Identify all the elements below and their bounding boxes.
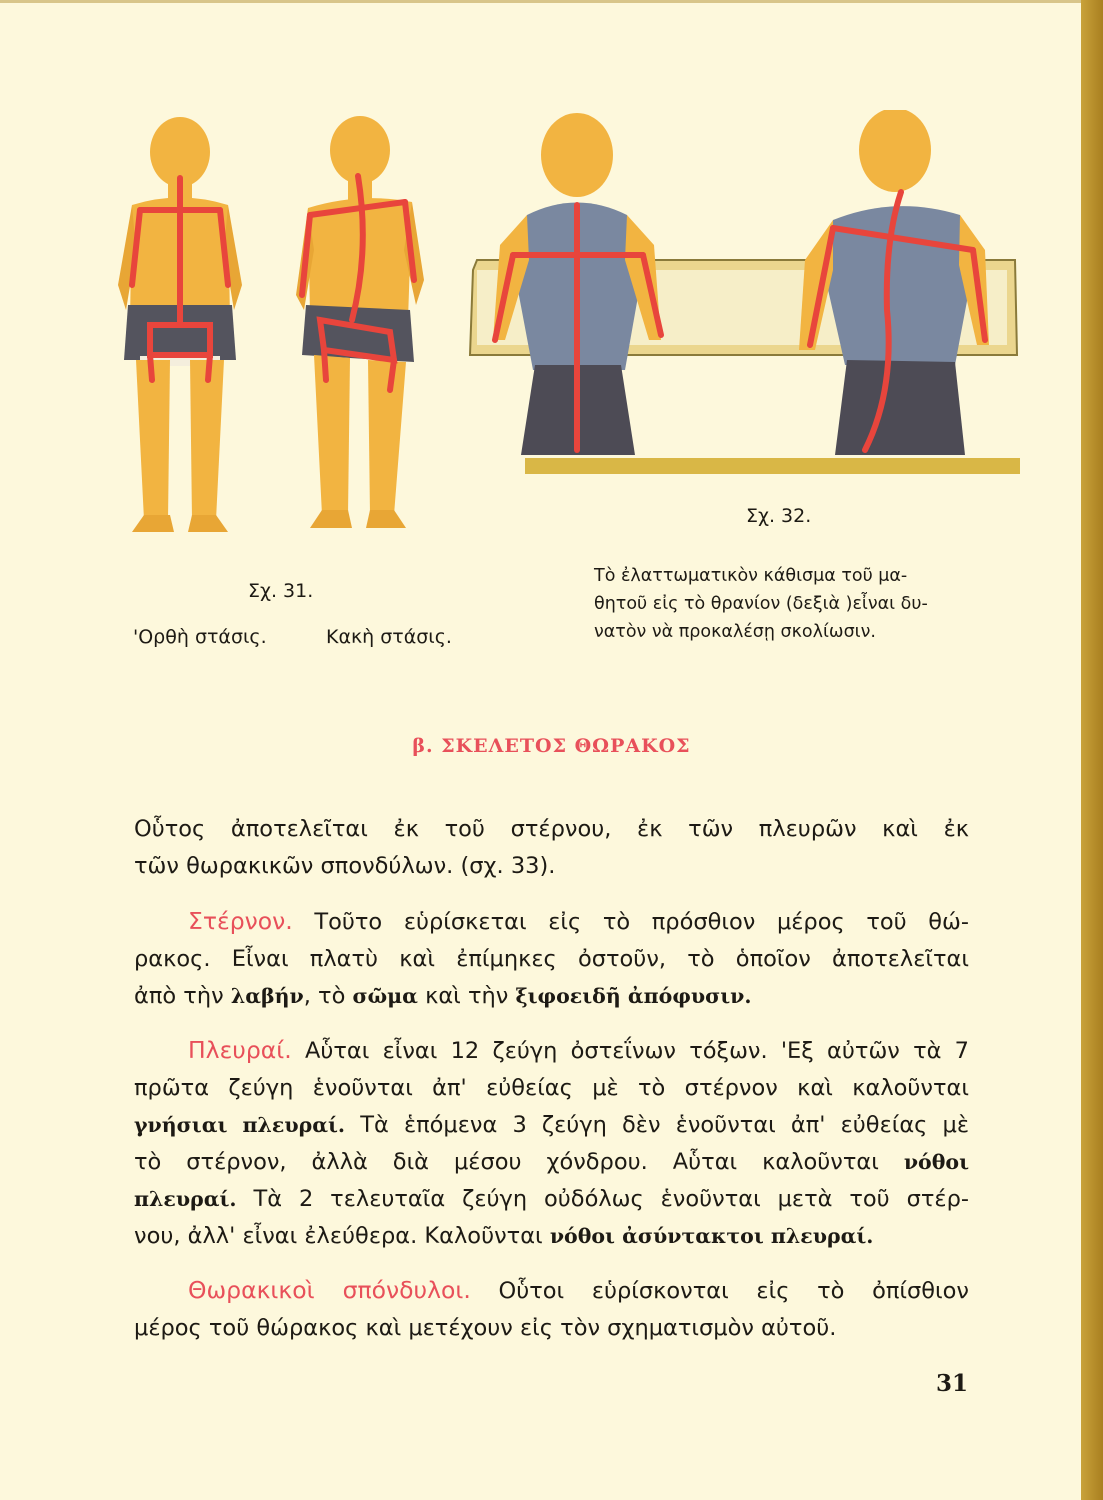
figure-32-caption-line: θητοῦ εἰς τὸ θρανίον (δεξιὰ )εἶναι δυ- [594,594,928,614]
figure-32-number: Σχ. 32. [746,505,812,527]
student-good-seat [493,113,661,455]
text-span: ἀπὸ τὴν [134,983,231,1009]
section-heading: β. ΣΚΕΛΕΤΟΣ ΘΩΡΑΚΟΣ [412,735,691,757]
page-top-edge [0,0,1103,3]
figure-31-bad-posture-label: Κακὴ στάσις. [326,626,452,648]
figure-31-posture-illustration [110,110,440,540]
bold-term: νόθοι [903,1150,969,1174]
figure-31-number: Σχ. 31. [248,580,314,602]
paragraph-line [134,1181,969,1218]
bold-term: λαβήν [230,984,304,1008]
text-span: Τὰ 2 τελευταῖα ζεύγη οὐδόλως ἑνοῦνται μετὰ τοῦ στέρ- [253,1186,969,1212]
paragraph-line [134,1218,969,1255]
paragraph-line [134,1144,969,1181]
paragraph-line [134,1032,969,1070]
paragraph-ribs [134,1032,969,1255]
text-span: Τοῦτο εὑρίσκεται εἰς τὸ πρόσθιον μέρος τοῦ θώ- [314,909,969,935]
paragraph-line: ρακος. Εἶναι πλατὺ καὶ ἐπίμηκες ὀστοῦν, τὸ ὁποῖον ἀποτελεῖται [134,946,969,972]
bench [525,458,1020,474]
student-bad-seat [799,110,989,455]
text-span: νου, ἀλλ' εἶναι ἐλεύθερα. Καλοῦνται [134,1223,550,1249]
text-span: καὶ τὴν [417,983,516,1009]
text-span: , τὸ [303,983,353,1009]
figure-32-caption [594,562,964,646]
paragraph-line [134,978,969,1015]
text-span: Αὗται εἶναι 12 ζεύγη ὀστεΐνων τόξων. 'Εξ αὐτῶν τὰ 7 [304,1038,969,1064]
bold-term: γνήσιαι πλευραί. [134,1113,346,1137]
paragraph-line: μέρος τοῦ θώρακος καὶ μετέχουν εἰς τὸν σχηματισμὸν αὐτοῦ. [134,1315,837,1341]
bold-term: πλευραί. [134,1187,237,1211]
bold-term: νόθοι ἀσύντακτοι πλευραί. [549,1224,874,1248]
text-span: Οὗτοι εὑρίσκονται εἰς τὸ ὀπίσθιον [498,1278,969,1304]
paragraph-thoracic-vertebrae [134,1272,969,1347]
figure-32-desk-seating-illustration [455,110,1025,485]
paragraph-line: Οὗτος ἀποτελεῖται ἐκ τοῦ στέρνου, ἐκ τῶν πλευρῶν καὶ ἐκ [134,816,969,842]
paragraph-sternum [134,903,969,1015]
text-span: Τὰ ἑπόμενα 3 ζεύγη δὲν ἑνοῦνται ἀπ' εὐθείας μὲ [360,1112,970,1138]
text-span: τὸ στέρνον, ἀλλὰ διὰ μέσου χόνδρου. Αὗται καλοῦνται [134,1149,879,1175]
term-ribs: Πλευραί. [188,1036,292,1064]
paragraph-line [134,1107,969,1144]
bold-term: ξιφοειδῆ ἀπόφυσιν. [515,984,752,1008]
paragraph-line [134,903,969,941]
term-sternum: Στέρνον. [188,907,293,935]
figure-31-good-posture-label: 'Ορθὴ στάσις. [133,626,267,648]
page-number: 31 [936,1370,969,1397]
paragraph-line: πρῶτα ζεύγη ἑνοῦνται ἀπ' εὐθείας μὲ τὸ στέρνον καὶ καλοῦνται [134,1075,969,1101]
paragraph-intro [134,811,969,885]
figure-32-caption-line: Τὸ ἐλαττωματικὸν κάθισμα τοῦ μα- [594,566,908,586]
paragraph-line [134,1272,969,1310]
bad-posture-figure [296,116,424,528]
good-posture-figure [118,117,242,532]
paragraph-line: τῶν θωρακικῶν σπονδύλων. (σχ. 33). [134,853,556,879]
term-thoracic-vertebrae: Θωρακικοὶ σπόνδυλοι. [188,1276,471,1304]
bold-term: σῶμα [352,984,418,1008]
figure-32-caption-line: νατὸν νὰ προκαλέσῃ σκολίωσιν. [594,622,876,642]
